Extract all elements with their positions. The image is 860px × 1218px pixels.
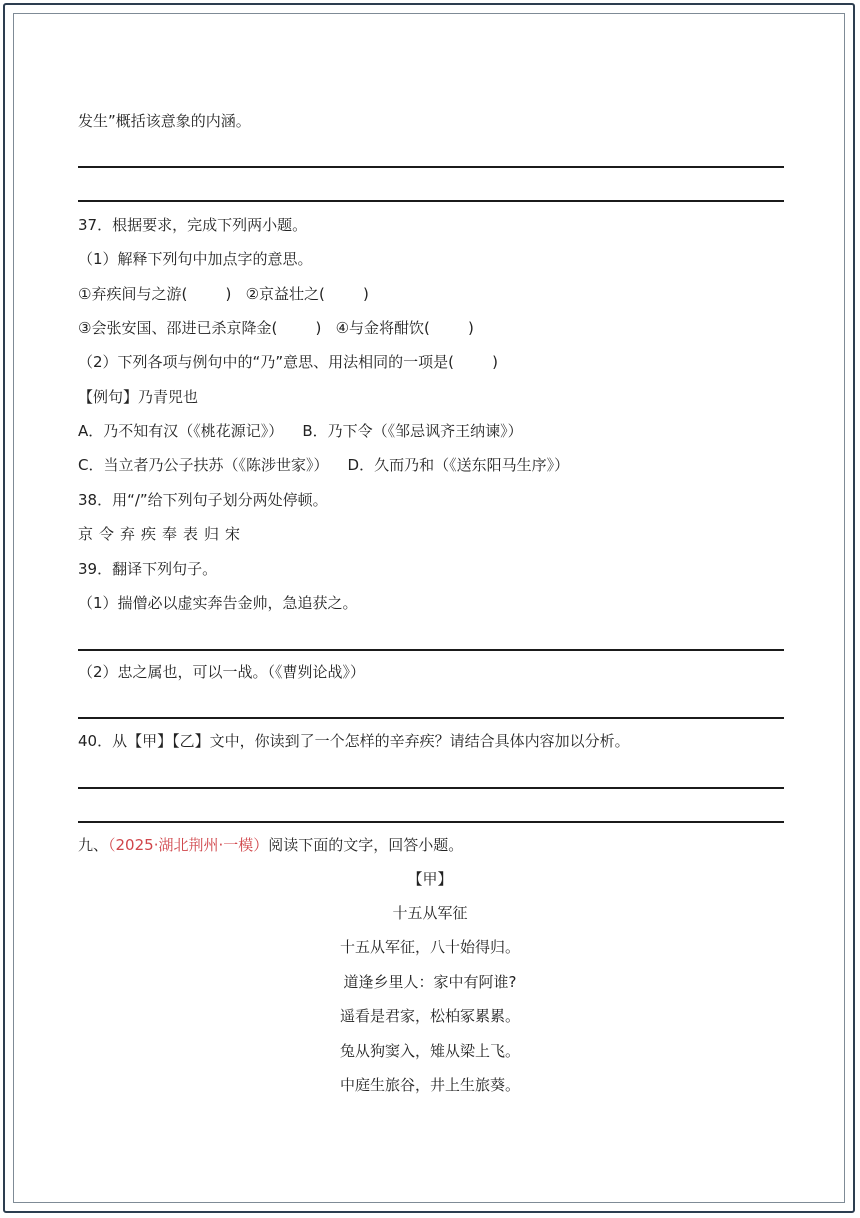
- question-38: 38．用“/”给下列句子划分两处停顿。: [78, 491, 328, 509]
- question-39-part-1: （1）揣僧必以虚实奔告金帅，急追获之。: [78, 594, 358, 612]
- options-c-d: C．当立者乃公子扶苏（《陈涉世家》） D．久而乃和（《送东阳马生序》）: [78, 456, 570, 474]
- poem-verse: 兔从狗窦入，雉从梁上飞。: [339, 1042, 520, 1060]
- question-39-part-2: （2）忠之属也，可以一战。（《曹刿论战》）: [78, 663, 366, 681]
- example-sentence: 【例句】乃青兕也: [78, 388, 199, 406]
- answer-line: [78, 166, 784, 168]
- answer-line: [78, 821, 784, 823]
- answer-line: [78, 200, 784, 202]
- section-9-prefix: 九、: [78, 836, 109, 854]
- poem-verse: 道逢乡里人：家中有阿谁?: [343, 973, 517, 991]
- question-37-part-2: （2）下列各项与例句中的“乃”意思、用法相同的一项是( ): [78, 353, 498, 371]
- answer-line: [78, 717, 784, 719]
- question-37-items-1: ①弃疾间与之游( ) ②京益壮之( ): [78, 285, 369, 303]
- question-40: 40．从【甲】【乙】文中，你读到了一个怎样的辛弃疾？请结合具体内容加以分析。: [78, 732, 630, 750]
- question-38-sentence: 京令弃疾奉表归宋: [78, 525, 247, 543]
- poem-verse: 中庭生旅谷，井上生旅葵。: [339, 1076, 520, 1094]
- poem-title: 十五从军征: [392, 904, 468, 922]
- section-9-instruction: 阅读下面的文字，回答小题。: [268, 836, 464, 854]
- text-line-intro: 发生”概括该意象的内涵。: [78, 112, 251, 130]
- poem-verse: 遥看是君家，松柏冢累累。: [339, 1007, 520, 1025]
- answer-line: [78, 649, 784, 651]
- section-9-heading: [78, 835, 463, 855]
- options-a-b: A．乃不知有汉（《桃花源记》） B．乃下令（《邹忌讽齐王纳谏》）: [78, 422, 523, 440]
- answer-line: [78, 787, 784, 789]
- question-37-part-1: （1）解释下列句中加点字的意思。: [78, 250, 313, 268]
- question-37-items-2: ③会张安国、邵进已杀京降金( ) ④与金将酣饮( ): [78, 319, 474, 337]
- poem-verse: 十五从军征，八十始得归。: [339, 938, 520, 956]
- poem-label: 【甲】: [407, 870, 453, 888]
- section-9-source: （2025·湖北荆州·一模）: [108, 836, 269, 854]
- question-37: 37．根据要求，完成下列两小题。: [78, 216, 308, 234]
- question-39: 39．翻译下列句子。: [78, 560, 218, 578]
